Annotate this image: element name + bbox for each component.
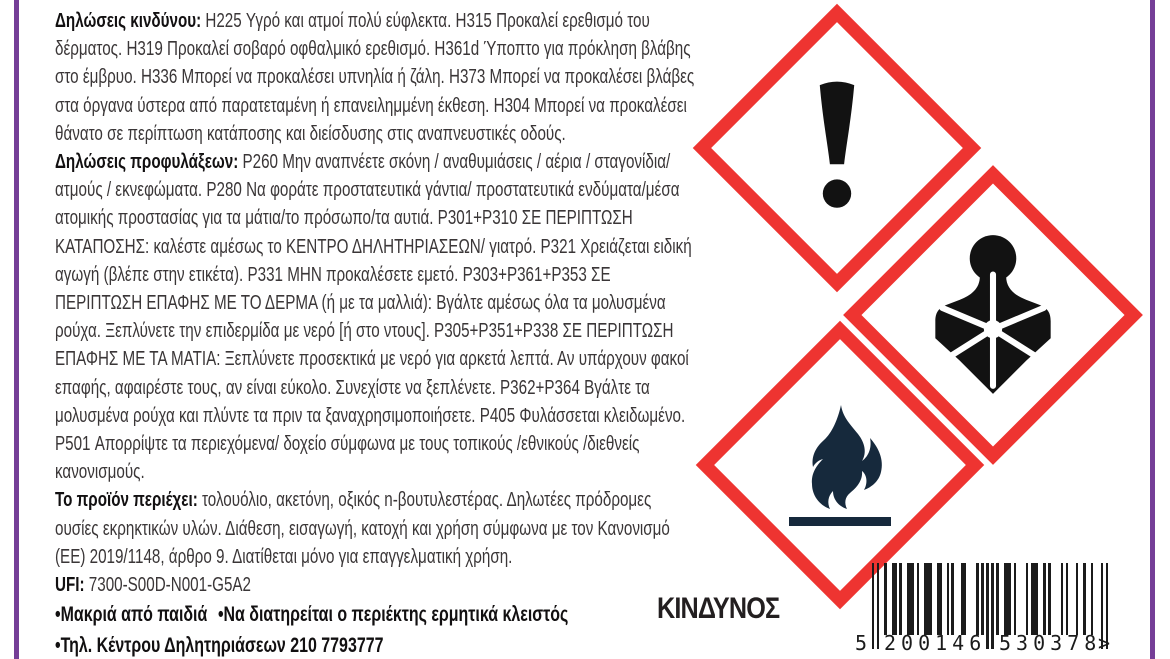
precautionary-statements [55,148,695,486]
label-text-column [55,7,695,659]
left-purple-border [14,0,19,659]
hazard-statements-text: H225 Υγρό και ατμοί πολύ εύφλεκτα. H315 Προκαλεί ερεθισμό του δέρματος. H319 Προκαλεί σοβαρό οφθαλμικό ερεθισμό. H361d Ύποπτο για πρόκληση βλάβης στο έμβρυο. H336 Μπορεί να προκαλέσει υπνηλία ή ζάλη. H373 Μπορεί να προκαλέσει βλάβες στα όργανα ύστερα από παρατεταμένη ή επανειλημμένη έκθεση. H304 Μπορεί να προκαλέσει θάνατο σε περίπτωση κατάποσης και διείσδυσης στις αναπνευστικές οδούς. [55,10,695,145]
precautionary-statements-text: P260 Μην αναπνέετε σκόνη / αναθυμιάσεις / αέρια / σταγονίδια/ ατμούς / εκνεφώματα. P280 Να φοράτε προστατευτικά γάντια/ προστατευτικά ενδύματα/μέσα ατομικής προστασίας για τα μάτια/το πρόσωπο/τα αυτιά. P301+P310 ΣΕ ΠΕΡΙΠΤΩΣΗ ΚΑΤΑΠΟΣΗΣ: καλέστε αμέσως το ΚΕΝΤΡΟ ΔΗΛΗΤΗΡΙΑΣΕΩΝ/ γιατρό. P321 Χρειάζεται ειδική αγωγή (βλέπε στην ετικέτα). P331 ΜΗΝ προκαλέσετε εμετό. P303+P361+P353 ΣΕ ΠΕΡΙΠΤΩΣΗ ΕΠΑΦΗΣ ΜΕ ΤΟ ΔΕΡΜΑ (ή με τα μαλλιά): Βγάλτε αμέσως όλα τα μολυσμένα ρούχα. Ξεπλύνετε την επιδερμίδα με νερό [ή στο ντους]. P305+P351+P338 ΣΕ ΠΕΡΙΠΤΩΣΗ ΕΠΑΦΗΣ ΜΕ ΤΑ ΜΑΤΙΑ: Ξεπλύνετε προσεκτικά με νερό για αρκετά λεπτά. Αν υπάρχουν φακοί επαφής, αφαιρέστε τους, αν είναι εύκολο. Συνεχίστε να ξεπλένετε. P362+P364 Βγάλτε τα μολυσμένα ρούχα και πλύντε τα πριν τα ξαναχρησιμοποιήσετε. P405 Φυλάσσεται κλειδωμένο. P501 Απορρίψτε τα περιεχόμενα/ δοχείο σύμφωνα με τους τοπικούς /εθνικούς /διεθνείς κανονισμούς. [55,151,692,484]
ufi-value: 7300-S00D-N001-G5A2 [88,574,252,597]
exclamation-icon [776,72,898,224]
product-contains [55,486,695,571]
signal-word-danger: ΚΙΝΔΥΝΟΣ [657,592,780,625]
precautionary-statements-lead: Δηλώσεις προφυλάξεων: [55,151,239,174]
barcode-digits-left: 200146 [884,631,987,655]
hazard-statements-lead: Δηλώσεις κινδύνου: [55,10,202,32]
health-hazard-icon [927,229,1059,401]
product-contains-text: τολουόλιο, ακετόνη, οξικός n-βουτυλεστέρας. Δηλωτέες πρόδρομες ουσίες εκρηκτικών υλών. Διάθεση, εισαγωγή, κατοχή και χρήση σύμφωνα με τον Κανονισμό (ΕΕ) 2019/1148, άρθρο 9. Διατίθεται μόνο για επαγγελματική χρήση. [55,489,670,568]
warning-line-keep-away [55,599,695,630]
ufi-lead: UFI: [55,574,85,597]
ufi-line [55,571,695,599]
ean13-barcode [855,563,1111,655]
poison-center-phone: •Τηλ. Κέντρου Δηλητηριάσεων 210 7793777 [55,634,384,658]
warning-line-poison-center [55,630,695,659]
barcode-digits-right: 530378 [999,631,1102,655]
flame-icon [780,390,900,540]
barcode-digit-first: 5 [855,631,868,655]
hazard-statements [55,7,695,148]
warning-keep-away-from-children: •Μακριά από παιδιά [55,603,208,627]
product-contains-lead: Το προϊόν περιέχει: [55,489,198,512]
warning-keep-container-closed: •Να διατηρείται ο περιέκτης ερμητικά κλειστός [217,603,569,627]
right-purple-border [1150,0,1155,659]
barcode-end-mark: > [1098,631,1111,655]
